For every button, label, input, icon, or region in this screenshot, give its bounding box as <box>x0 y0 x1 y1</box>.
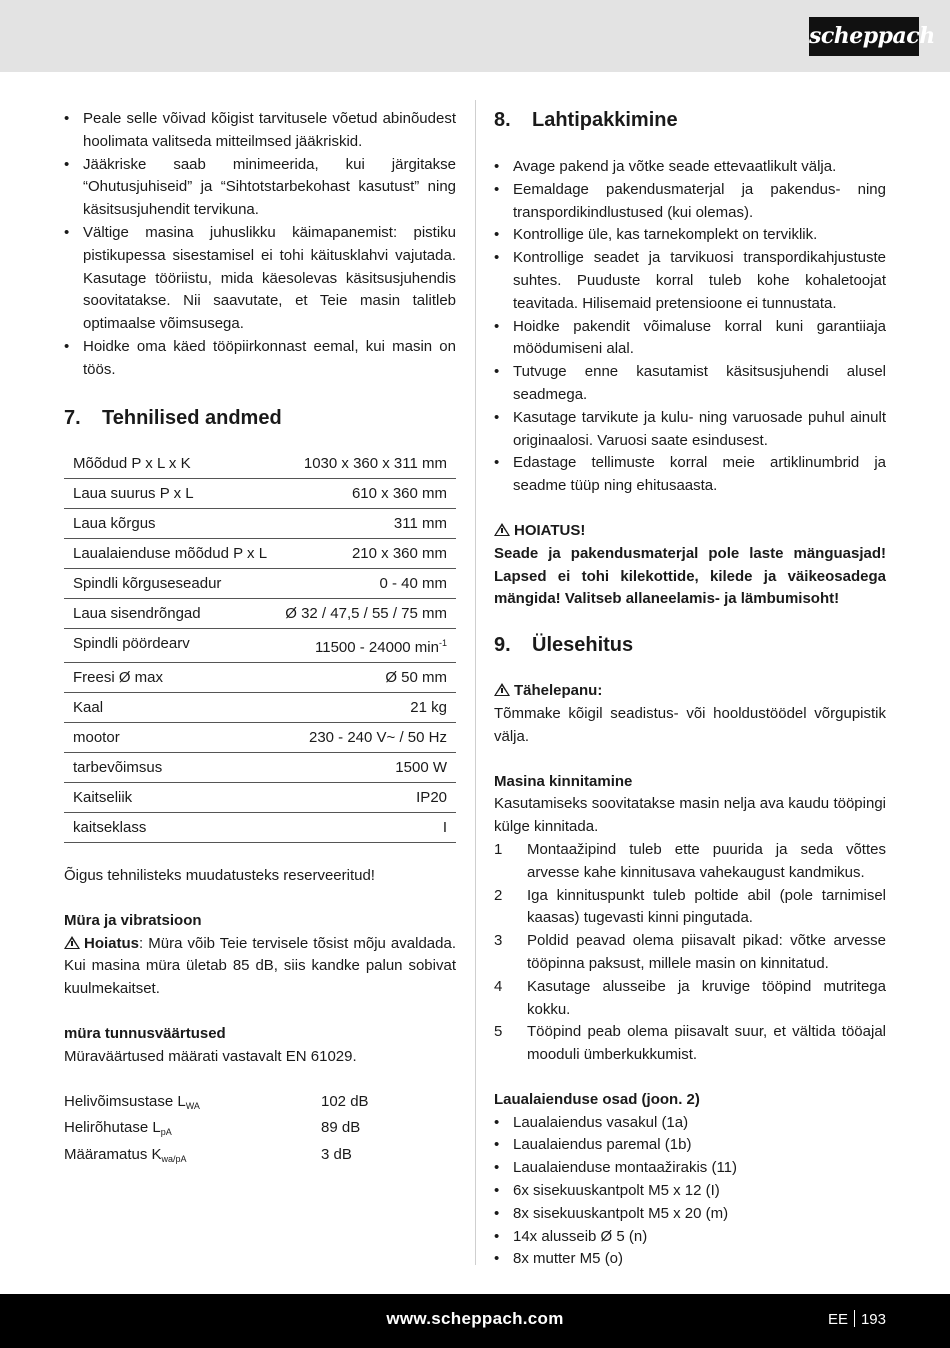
spec-label: Laua sisendrõngad <box>64 599 276 629</box>
noise-warning-label: Hoiatus <box>84 934 140 952</box>
warning-icon <box>494 523 510 536</box>
section-title: Lahtipakkimine <box>532 109 678 131</box>
spec-label: Freesi Ø max <box>64 663 276 693</box>
noise-warning <box>64 933 456 1001</box>
page-indicator <box>828 1310 886 1328</box>
header-bar <box>0 0 950 72</box>
spec-value: Ø 32 / 47,5 / 55 / 75 mm <box>276 599 456 629</box>
spec-label: Kaal <box>64 693 276 723</box>
spec-value: IP20 <box>276 783 456 813</box>
noise-values-text: Müraväärtused määrati vastavalt EN 61029. <box>64 1047 357 1065</box>
list-item: • 8x mutter M5 (o) <box>494 1248 886 1271</box>
website-link[interactable]: www.scheppach.com <box>386 1309 564 1328</box>
noise-values-heading: müra tunnusväärtused <box>64 1025 226 1043</box>
list-item: • Hoidke oma käed tööpiirkonnast eemal, kui masin on töös. <box>64 336 456 382</box>
warning-text: Seade ja pakendusmaterjal pole laste mänguasjad! Lapsed ei tohi kilekottide, kilede ja väikeosadega mängida! Valitseb allaneelamis- ja lämbumisoht! <box>494 544 886 608</box>
spec-label: Laua kõrgus <box>64 509 276 539</box>
list-item: 2 Iga kinnituspunkt tuleb poltide abil (pole tarnimisel kaasas) tugevasti kinni pingutada. <box>494 886 886 927</box>
spec-row <box>64 599 456 629</box>
warning-icon <box>64 936 80 949</box>
left-column <box>64 108 456 1171</box>
spec-row <box>64 783 456 813</box>
spec-value: 11500 - 24000 $\min^{-1}$ <box>276 629 456 663</box>
list-item: • Kontrollige üle, kas tarnekomplekt on terviklik. <box>494 224 886 247</box>
spec-row <box>64 479 456 509</box>
language-code: EE <box>827 1311 848 1328</box>
spec-unit-exponent: -1 <box>438 638 447 649</box>
spec-label: Laualaienduse mõõdud P x L <box>64 539 276 569</box>
spec-value: Ø 50 mm <box>276 663 456 693</box>
spec-value: 311 mm <box>276 509 456 539</box>
spec-row <box>64 813 456 843</box>
list-item: 3 Poldid peavad olema piisavalt pikad: võtke arvesse tööpinna paksust, millele masin on kinnitatud. <box>494 932 886 972</box>
section-title: Ülesehitus <box>532 634 634 657</box>
section-number: 8. <box>494 109 511 131</box>
spec-row <box>64 539 456 569</box>
section-number: 7. <box>64 406 81 429</box>
section-8-heading <box>494 108 886 132</box>
mount-heading: Masina kinnitamine <box>494 772 633 790</box>
noise-row <box>64 1091 456 1118</box>
noise-sub: wa/pA <box>161 1154 187 1165</box>
noise-values-table <box>64 1091 456 1171</box>
noise-label: Helirõhutase L <box>64 1119 161 1137</box>
spec-label: Kaitseliik <box>64 783 276 813</box>
spec-row <box>64 723 456 753</box>
list-item: • Tutvuge enne kasutamist käsitsusjuhendi alusel seadmega. <box>494 361 886 407</box>
list-item: • 8x sisekuuskantpolt M5 x 20 (m) <box>494 1203 886 1226</box>
noise-label: Helivõimsustase L <box>64 1092 186 1110</box>
noise-row <box>64 1117 456 1144</box>
spec-row <box>64 569 456 599</box>
page-separator <box>854 1310 855 1327</box>
spec-value: 230 - 240 V~ / 50 Hz <box>276 723 456 753</box>
noise-heading: Müra ja vibratsioon <box>64 911 202 929</box>
spec-value: 210 x 360 mm <box>276 539 456 569</box>
mount-text: Kasutamiseks soovitatakse masin nelja ava kaudu tööpingi külge kinnitada. <box>494 795 886 836</box>
noise-value: 89 dB <box>321 1119 361 1137</box>
spec-label: tarbevõimsus <box>64 753 276 783</box>
attention-heading: Tähelepanu: <box>494 680 886 703</box>
spec-row <box>64 449 456 479</box>
section-7-heading <box>64 406 456 430</box>
spec-value: 610 x 360 mm <box>276 479 456 509</box>
spec-row <box>64 629 456 663</box>
noise-warning-text: : Müra võib Teie tervisele tõsist mõju avaldada. Kui masina müra ületab 85 dB, siis kandke palun sobivat kuulmekaitset. <box>64 934 456 998</box>
list-item: • Laualaiendus vasakul (1a) <box>494 1112 886 1135</box>
list-item: 1 Montaažipind tuleb ette puurida ja seda võttes arvesse kahe kinnitusava vahekaugust kandmikus. <box>494 840 886 881</box>
list-item: • 14x alusseib Ø 5 (n) <box>494 1226 886 1249</box>
list-item: • Eemaldage pakendusmaterjal ja pakendus- ning transpordikindlustused (kui olemas). <box>494 179 886 225</box>
list-item: • Jääkriske saab minimeerida, kui järgitakse “Ohutusjuhiseid” ja “Sihtotstarbekohast kasutust” ning käsitsusjuhendit tervikuna. <box>64 154 456 222</box>
spec-label: Mõõdud P x L x K <box>64 449 276 479</box>
list-item: • Avage pakend ja võtke seade ettevaatlikult välja. <box>494 156 886 179</box>
list-item: • Kontrollige seadet ja tarvikuosi transpordikahjustuste suhtes. Puuduste korral tuleb kohe kohaletoojat teavitada. Hilisemaid pretensioone ei tunnustata. <box>494 247 886 315</box>
spec-value: I <box>276 813 456 843</box>
spec-label: Laua suurus P x L <box>64 479 276 509</box>
list-item: • Laualaiendus paremal (1b) <box>494 1134 886 1157</box>
noise-sub: pA <box>160 1127 172 1138</box>
list-item: • Vältige masina juhuslikku käimapanemist: pistiku pistikupessa sisestamisel ei tohi käitusklahvi vajutada. Kasutage tööriistu, mida käesolevas käsitsusjuhendis soovitatakse. Nii saavutate, et Teie masin talitleb optimaalse võimsusega. <box>64 222 456 336</box>
spec-label: Spindli kõrguseseadur <box>64 569 276 599</box>
list-item: • Laualaienduse montaažirakis (11) <box>494 1157 886 1180</box>
list-item: 4 Kasutage alusseibe ja kruvige tööpind mutritega kokku. <box>494 977 886 1018</box>
section-9-heading <box>494 633 886 657</box>
page-number: 193 <box>860 1311 886 1328</box>
warning-icon <box>494 683 510 696</box>
parts-heading: Laualaienduse osad (joon. 2) <box>494 1090 700 1108</box>
list-item: • Kasutage tarvikute ja kulu- ning varuosade puhul ainult originaalosi. Varuosi saate esindusest. <box>494 407 886 453</box>
noise-value: 102 dB <box>321 1092 369 1110</box>
mount-steps <box>494 839 886 1067</box>
spec-row <box>64 693 456 723</box>
list-item: • Peale selle võivad kõigist tarvitusele võetud abinõudest hoolimata valitseda mitteilmsed jääkriskid. <box>64 108 456 154</box>
list-item: 5 Tööpind peab olema piisavalt suur, et vältida tööajal mooduli ümberkukkumist. <box>494 1023 886 1064</box>
attention-text: Tõmmake kõigil seadistus- või hooldustöödel võrgupistik välja. <box>494 704 886 745</box>
parts-list <box>494 1112 886 1272</box>
spec-value: 0 - 40 mm <box>276 569 456 599</box>
list-item: • Hoidke pakendit võimaluse korral kuni garantiiaja möödumiseni alal. <box>494 316 886 362</box>
list-item: • Edastage tellimuste korral meie artiklinumbrid ja seadme tüüp ning ehitusaasta. <box>494 452 886 498</box>
list-item: • 6x sisekuuskantpolt M5 x 12 (I) <box>494 1180 886 1203</box>
section-title: Tehnilised andmed <box>102 406 282 429</box>
right-column <box>494 108 886 1271</box>
spec-row <box>64 509 456 539</box>
rights-note: Õigus tehnilisteks muudatusteks reserveeritud! <box>64 867 375 885</box>
spec-value: 1500 W <box>276 753 456 783</box>
noise-sub: WA <box>185 1100 200 1111</box>
section-number: 9. <box>494 634 511 657</box>
spec-row <box>64 753 456 783</box>
unpacking-bullet-list <box>494 156 886 498</box>
brand-logo: scheppach <box>809 17 919 56</box>
noise-row <box>64 1144 456 1171</box>
warning-heading: HOIATUS! <box>494 520 886 543</box>
spec-label: Spindli pöördearv <box>64 629 276 663</box>
footer-bar <box>0 1294 950 1348</box>
noise-value: 3 dB <box>321 1146 352 1164</box>
column-divider <box>475 100 476 1265</box>
spec-value: 1030 x 360 x 311 mm <box>276 449 456 479</box>
spec-label: mootor <box>64 723 276 753</box>
spec-label: kaitseklass <box>64 813 276 843</box>
spec-table <box>64 449 456 844</box>
spec-row <box>64 663 456 693</box>
noise-label: Määramatus K <box>64 1146 162 1164</box>
intro-bullet-list <box>64 108 456 382</box>
spec-value: 21 kg <box>276 693 456 723</box>
